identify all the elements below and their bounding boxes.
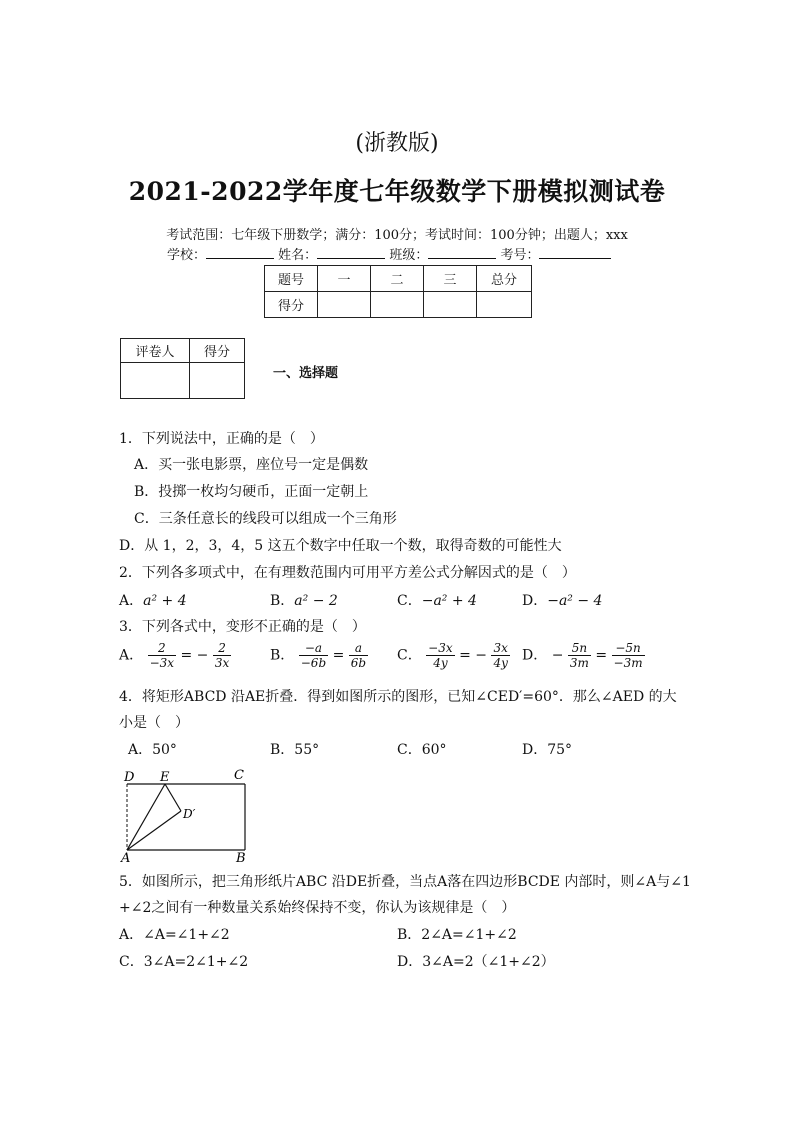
question-3-option-c[interactable]	[397, 641, 510, 670]
score-header-cell: 二	[371, 266, 424, 292]
question-3-option-b[interactable]	[270, 641, 368, 670]
question-5-stem-line2: +∠2之间有一种数量关系始终保持不变，你认为该规律是（ ）	[119, 900, 516, 916]
option-label: A．	[119, 647, 144, 664]
question-1-option-c[interactable]: C．三条任意长的线段可以组成一个三角形	[134, 511, 397, 527]
option-label: C．	[397, 593, 422, 609]
question-4-option-b[interactable]: B．55°	[270, 742, 320, 758]
score-input-cell[interactable]	[371, 292, 424, 318]
label-e: E	[160, 770, 170, 785]
option-label: B．	[270, 593, 295, 609]
fraction: $\frac{3x}{4y}$	[493, 641, 508, 670]
number-label: 考号：	[500, 248, 540, 263]
question-1-stem: 1．下列说法中，正确的是（ ）	[119, 431, 324, 447]
question-3-option-a[interactable]	[119, 641, 231, 670]
equals-sign: = −	[180, 647, 209, 664]
edition-label: (浙教版)	[355, 131, 439, 156]
label-b: B	[236, 851, 246, 864]
segment-ad-prime	[127, 811, 181, 850]
question-4-option-d[interactable]: D．75°	[522, 742, 573, 758]
fraction: $\frac{2}{-3x}$	[149, 641, 175, 670]
grader-score-header: 得分	[190, 339, 245, 363]
grader-score-cell[interactable]	[190, 363, 245, 399]
student-fields	[167, 244, 611, 263]
score-input-cell[interactable]	[477, 292, 532, 318]
score-row-label: 得分	[265, 292, 318, 318]
question-5-stem-line1: 5．如图所示，把三角形纸片ABC 沿DE折叠，当点A落在四边形BCDE 内部时，则∠A与∠1	[119, 874, 691, 890]
question-3-option-d[interactable]	[522, 641, 645, 670]
minus-sign: −	[551, 647, 564, 664]
option-expression: −a² − 4	[547, 593, 603, 609]
question-4-option-c[interactable]: C．60°	[397, 742, 447, 758]
grader-input-cell[interactable]	[121, 363, 190, 399]
option-label: A．	[119, 593, 144, 609]
label-c: C	[234, 768, 244, 783]
question-1-option-a[interactable]: A．买一张电影票，座位号一定是偶数	[134, 457, 369, 473]
question-1-option-d[interactable]: D．从 1，2，3，4，5 这五个数字中任取一个数，取得奇数的可能性大	[119, 538, 562, 554]
fold-line-ae	[127, 784, 165, 850]
number-blank[interactable]	[539, 246, 611, 259]
question-2-option-d[interactable]	[522, 590, 602, 610]
equals-sign: =	[332, 647, 345, 664]
exam-title: 2021-2022学年度七年级数学下册模拟测试卷	[128, 177, 666, 206]
fraction: $\frac{-a}{-6b}$	[300, 641, 327, 670]
label-d: D	[124, 770, 135, 785]
question-2-option-c[interactable]	[397, 590, 477, 610]
score-table	[264, 265, 532, 318]
option-label: B．	[270, 647, 295, 664]
class-label: 班级：	[389, 248, 429, 263]
fraction: $\frac{-5n}{-3m}$	[613, 641, 643, 670]
option-expression: a² + 4	[143, 593, 187, 609]
question-2-option-b[interactable]	[270, 590, 338, 610]
school-label: 学校：	[167, 248, 207, 263]
class-blank[interactable]	[428, 246, 496, 259]
question-1-option-b[interactable]: B．投掷一枚均匀硬币，正面一定朝上	[134, 484, 369, 500]
option-label: C．	[397, 647, 422, 664]
question-5-option-d[interactable]: D．3∠A=2（∠1+∠2）	[397, 954, 555, 970]
question-4-stem-line2: 小是（ ）	[119, 715, 189, 731]
option-expression: −a² + 4	[421, 593, 477, 609]
score-input-cell[interactable]	[424, 292, 477, 318]
fraction: $\frac{a}{6b}$	[350, 641, 367, 670]
option-label: D．	[522, 647, 548, 664]
question-5-option-c[interactable]: C．3∠A=2∠1+∠2	[119, 954, 249, 970]
question-4-stem-line1: 4．将矩形ABCD 沿AE折叠．得到如图所示的图形，已知∠CED′=60°．那么∠AED 的大	[119, 689, 677, 705]
section-title: 一、选择题	[273, 366, 339, 381]
equals-sign: =	[595, 647, 608, 664]
fraction: $\frac{5n}{3m}$	[569, 641, 589, 670]
fraction: $\frac{-3x}{4y}$	[428, 641, 453, 670]
grader-header: 评卷人	[121, 339, 190, 363]
question-2-stem: 2．下列各多项式中，在有理数范围内可用平方差公式分解因式的是（ ）	[119, 565, 576, 581]
school-blank[interactable]	[206, 246, 274, 259]
segment-ed-prime	[165, 784, 181, 811]
score-header-cell: 总分	[477, 266, 532, 292]
question-4-option-a[interactable]: A．50°	[128, 742, 177, 758]
score-input-cell[interactable]	[318, 292, 371, 318]
option-expression: a² − 2	[294, 593, 338, 609]
grader-table	[120, 338, 245, 399]
name-label: 姓名：	[278, 248, 318, 263]
option-label: D．	[522, 593, 548, 609]
score-header-cell: 一	[318, 266, 371, 292]
question-5-option-b[interactable]: B．2∠A=∠1+∠2	[397, 927, 517, 943]
question-2-option-a[interactable]	[119, 590, 187, 610]
score-header-cell: 三	[424, 266, 477, 292]
question-3-stem: 3．下列各式中，变形不正确的是（ ）	[119, 619, 366, 635]
name-blank[interactable]	[317, 246, 385, 259]
label-d-prime: D′	[183, 807, 196, 821]
question-4-figure	[118, 768, 258, 864]
label-a: A	[121, 851, 131, 864]
score-header-cell: 题号	[265, 266, 318, 292]
question-5-option-a[interactable]: A．∠A=∠1+∠2	[119, 927, 230, 943]
equals-sign: = −	[459, 647, 488, 664]
fraction: $\frac{2}{3x}$	[214, 641, 230, 670]
exam-info-line: 考试范围：七年级下册数学；满分：100分；考试时间：100分钟；出题人；xxx	[166, 228, 628, 243]
